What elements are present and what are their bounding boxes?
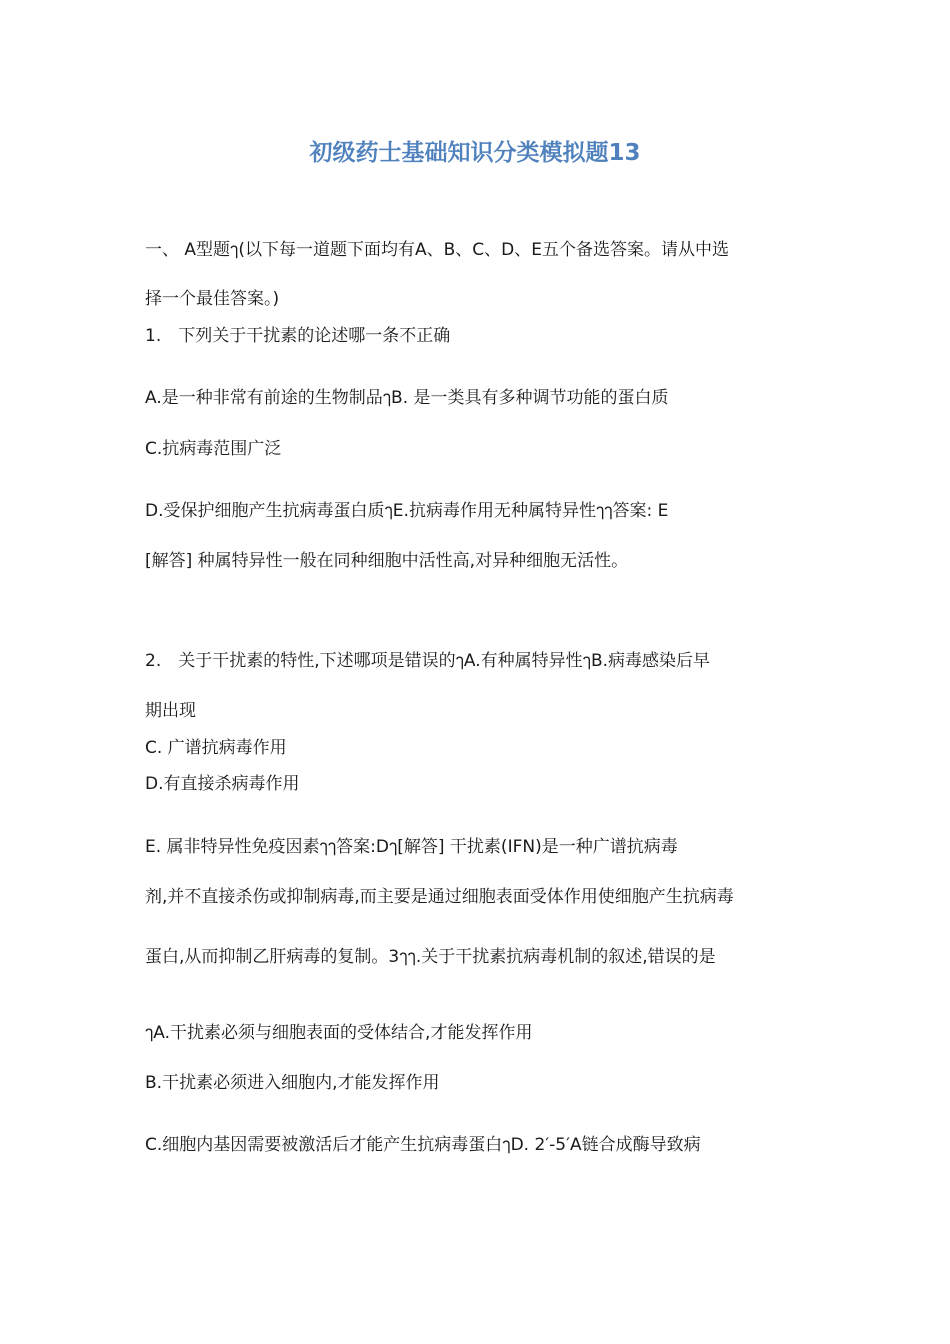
- question-1-stem: 1. 下列关于干扰素的论述哪一条不正确: [145, 326, 451, 346]
- question-2-option-d: D.有直接杀病毒作用: [145, 774, 300, 794]
- question-2-stem: 期出现: [145, 701, 196, 721]
- question-1-options: A.是一种非常有前途的生物制品ๅB. 是一类具有多种调节功能的蛋白质: [145, 388, 669, 408]
- section-heading-line: 择一个最佳答案。): [145, 289, 280, 309]
- question-2-option-c: C. 广谱抗病毒作用: [145, 738, 287, 758]
- question-2-stem: 2. 关于干扰素的特性,下述哪项是错误的ๅA.有种属特异性ๅB.病毒感染后早: [145, 651, 711, 671]
- question-1-explanation: [解答] 种属特异性一般在同种细胞中活性高,对异种细胞无活性。: [145, 551, 629, 571]
- question-3-option-a: ๅA.干扰素必须与细胞表面的受体结合,才能发挥作用: [145, 1023, 533, 1043]
- question-3-options: C.细胞内基因需要被激活后才能产生抗病毒蛋白ๅD. 2′-5′A链合成酶导致病: [145, 1135, 701, 1155]
- question-2-explanation: 剂,并不直接杀伤或抑制病毒,而主要是通过细胞表面受体作用使细胞产生抗病毒: [145, 887, 734, 907]
- question-1-option-c: C.抗病毒范围广泛: [145, 439, 282, 459]
- document-title: 初级药士基础知识分类模拟题13: [309, 140, 641, 166]
- question-3-option-b: B.干扰素必须进入细胞内,才能发挥作用: [145, 1073, 440, 1093]
- question-3-stem: 蛋白,从而抑制乙肝病毒的复制。3ๅๅ.关于干扰素抗病毒机制的叙述,错误的是: [145, 947, 716, 967]
- question-1-options-answer: D.受保护细胞产生抗病毒蛋白质ๅE.抗病毒作用无种属特异性ๅๅ答案: E: [145, 501, 669, 521]
- question-2-answer: E. 属非特异性免疫因素ๅๅ答案:Dๅ[解答] 干扰素(IFN)是一种广谱抗病毒: [145, 837, 678, 857]
- section-heading-line: 一、 A型题ๅ(以下每一道题下面均有A、B、C、D、E五个备选答案。请从中选: [145, 240, 729, 260]
